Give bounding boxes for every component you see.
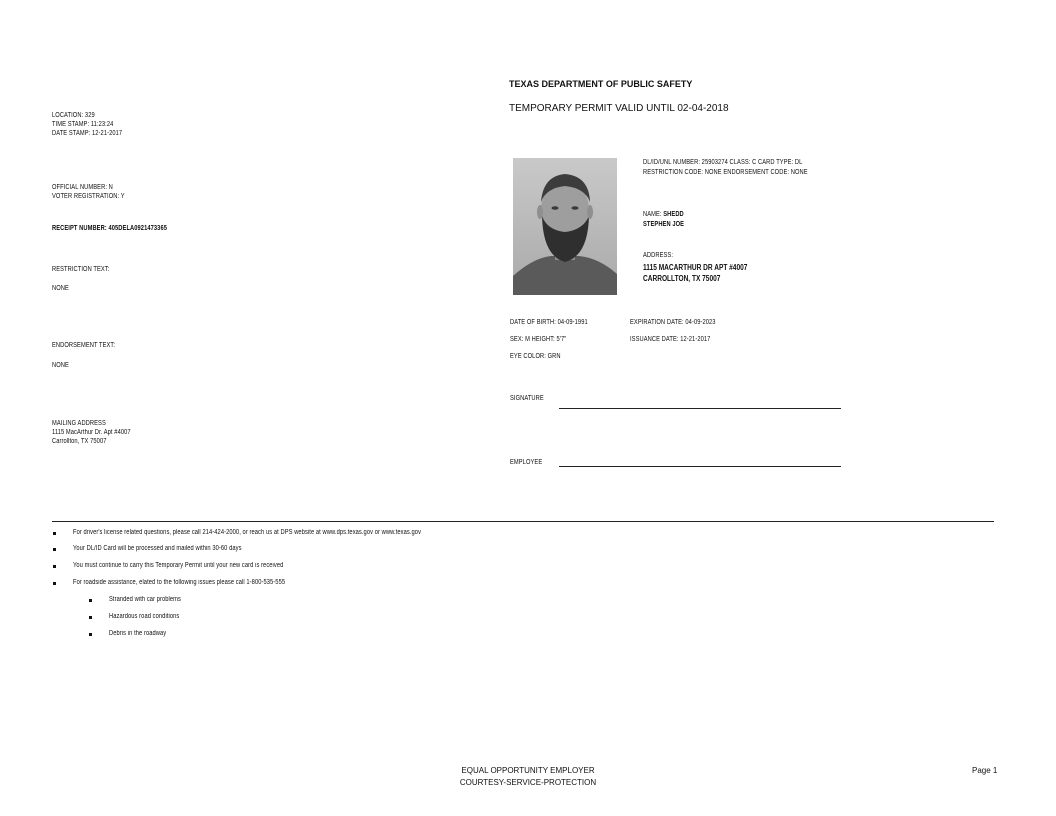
footer-line1: EQUAL OPPORTUNITY EMPLOYER [461,766,595,775]
section-divider [52,521,994,522]
restriction-text-label: RESTRICTION TEXT: [52,266,110,273]
sub-note-item: Stranded with car problems [109,596,182,603]
bullet-icon [89,616,92,619]
expiration-date: EXPIRATION DATE: 04-09-2023 [630,319,716,326]
last-name: SHEDD [663,211,684,218]
endorsement-text-label: ENDORSEMENT TEXT: [52,342,116,349]
bullet-icon [53,532,56,535]
first-name: STEPHEN JOE [643,221,685,228]
sex-height: SEX: M HEIGHT: 5'7" [510,336,567,343]
address-line2: CARROLLTON, TX 75007 [643,274,721,283]
receipt-number: RECEIPT NUMBER: 405DELA0921473365 [52,225,168,232]
time-stamp: TIME STAMP: 11:23:24 [52,121,114,128]
restriction-text-value: NONE [52,285,69,292]
endorsement-text-value: NONE [52,362,69,369]
mailing-address-line1: 1115 MacArthur Dr. Apt #4007 [52,429,131,436]
page-number: Page 1 [972,766,998,775]
note-item: For driver's license related questions, please call 214-424-2000, or reach us at DPS website at www.dps.texas.gov or www.texas.gov [73,529,422,536]
mailing-address-line2: Carrollton, TX 75007 [52,438,107,445]
note-item: Your DL/ID Card will be processed and mailed within 30-60 days [73,545,242,552]
date-stamp: DATE STAMP: 12-21-2017 [52,130,123,137]
note-item: You must continue to carry this Temporary Permit until your new card is received [73,562,284,569]
agency-title: TEXAS DEPARTMENT OF PUBLIC SAFETY [509,79,693,89]
footer-line2: COURTESY-SERVICE-PROTECTION [459,778,597,787]
sub-note-item: Debris in the roadway [109,630,167,637]
bullet-icon [89,633,92,636]
bullet-icon [53,565,56,568]
address-label: ADDRESS: [643,252,674,259]
official-number: OFFICIAL NUMBER: N [52,184,113,191]
date-of-birth: DATE OF BIRTH: 04-09-1991 [510,319,588,326]
signature-line [559,408,841,409]
dl-number-line: DL/ID/UNL NUMBER: 25903274 CLASS: C CARD TYPE: DL [643,159,803,166]
bullet-icon [53,582,56,585]
location: LOCATION: 329 [52,112,95,119]
sub-note-item: Hazardous road conditions [109,613,180,620]
signature-label: SIGNATURE [510,395,544,402]
eye-color: EYE COLOR: GRN [510,353,561,360]
mailing-address-label: MAILING ADDRESS [52,420,106,427]
employee-label: EMPLOYEE [510,459,543,466]
address-line1: 1115 MACARTHUR DR APT #4007 [643,263,748,272]
employee-line [559,466,841,467]
person-portrait-icon [513,158,617,295]
name-row [643,211,684,220]
license-photo [513,158,617,295]
permit-validity: TEMPORARY PERMIT VALID UNTIL 02-04-2018 [509,103,729,114]
note-item: For roadside assistance, elated to the following issues please call 1-800-535-555 [73,579,286,586]
issuance-date: ISSUANCE DATE: 12-21-2017 [630,336,711,343]
bullet-icon [89,599,92,602]
restriction-code-line: RESTRICTION CODE: NONE ENDORSEMENT CODE: NONE [643,169,808,176]
name-label: NAME: [643,211,662,218]
voter-registration: VOTER REGISTRATION: Y [52,193,125,200]
bullet-icon [53,548,56,551]
